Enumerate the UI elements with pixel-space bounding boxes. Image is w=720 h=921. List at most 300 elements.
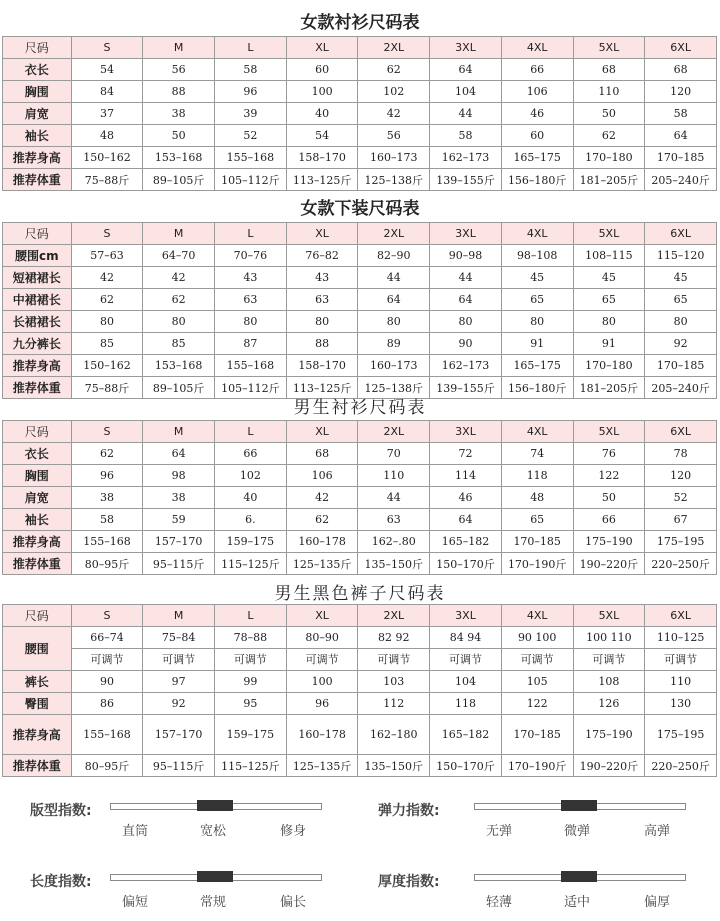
table-cell: 62 xyxy=(71,443,143,465)
index-label: 厚度指数: xyxy=(378,874,440,890)
table-cell: 125–138斤 xyxy=(358,169,430,191)
index-marker xyxy=(561,800,597,811)
table-cell: 63 xyxy=(358,509,430,531)
table-cell: 155–168 xyxy=(215,355,287,377)
table-cell: 90–98 xyxy=(430,245,502,267)
table-cell: 95–115斤 xyxy=(143,755,215,777)
table-cell: 52 xyxy=(645,487,717,509)
table-cell: 159–175 xyxy=(215,715,287,755)
table-cell: 139–155斤 xyxy=(430,377,502,399)
index-label: 长度指数: xyxy=(30,874,92,890)
table-cell: 170–190斤 xyxy=(501,553,573,575)
row-label: 胸围 xyxy=(3,81,72,103)
size-header-row xyxy=(3,605,717,627)
size-header-cell: 4XL xyxy=(501,37,573,59)
table-row xyxy=(3,289,717,311)
table-cell: 68 xyxy=(645,59,717,81)
adjustable-note: 可调节 xyxy=(287,648,358,670)
table-cell: 58 xyxy=(215,59,287,81)
adjustable-note: 可调节 xyxy=(358,648,429,670)
table-cell: 91 xyxy=(501,333,573,355)
table-cell: 42 xyxy=(286,487,358,509)
row-label: 推荐身高 xyxy=(3,531,72,553)
table-cell: 90 xyxy=(71,671,143,693)
index-option: 适中 xyxy=(564,895,591,910)
table-cell: 74 xyxy=(501,443,573,465)
row-label: 裤长 xyxy=(3,671,72,693)
size-header-row xyxy=(3,223,717,245)
table-cell: 48 xyxy=(71,125,143,147)
table-cell: 6. xyxy=(215,509,287,531)
table-cell: 175–195 xyxy=(645,715,717,755)
waist-cell xyxy=(215,627,287,671)
table-cell: 130 xyxy=(645,693,717,715)
table-cell: 37 xyxy=(71,103,143,125)
row-label: 推荐身高 xyxy=(3,355,72,377)
table-cell: 115–120 xyxy=(645,245,717,267)
table-cell: 106 xyxy=(286,465,358,487)
table-row xyxy=(3,355,717,377)
table-cell: 156–180斤 xyxy=(501,377,573,399)
table-cell: 76 xyxy=(573,443,645,465)
waist-range: 66–74 xyxy=(90,631,124,644)
table-cell: 85 xyxy=(71,333,143,355)
row-label: 短裙裙长 xyxy=(3,267,72,289)
index-label: 弹力指数: xyxy=(378,803,440,819)
table-cell: 175–190 xyxy=(573,531,645,553)
table-cell: 56 xyxy=(358,125,430,147)
adjustable-note: 可调节 xyxy=(502,648,573,670)
table-row xyxy=(3,465,717,487)
table-cell: 89 xyxy=(358,333,430,355)
size-header-row xyxy=(3,37,717,59)
row-label: 推荐身高 xyxy=(3,715,72,755)
table-cell: 70–76 xyxy=(215,245,287,267)
size-header-cell: 2XL xyxy=(358,37,430,59)
size-header-cell: 5XL xyxy=(573,605,645,627)
table-cell: 65 xyxy=(501,289,573,311)
table-cell: 112 xyxy=(358,693,430,715)
table-cell: 38 xyxy=(143,487,215,509)
table-row xyxy=(3,125,717,147)
size-header-cell: XL xyxy=(286,605,358,627)
index-option: 微弹 xyxy=(564,824,591,839)
table-cell: 158–170 xyxy=(286,355,358,377)
index-option: 无弹 xyxy=(486,824,513,839)
table-cell: 170–185 xyxy=(645,147,717,169)
table-cell: 50 xyxy=(573,103,645,125)
table-cell: 52 xyxy=(215,125,287,147)
adjustable-note: 可调节 xyxy=(574,648,645,670)
waist-range: 82 92 xyxy=(378,631,410,644)
table-cell: 98–108 xyxy=(501,245,573,267)
table-cell: 64 xyxy=(430,59,502,81)
table-cell: 125–138斤 xyxy=(358,377,430,399)
waist-cell xyxy=(501,627,573,671)
size-header-row xyxy=(3,421,717,443)
table-cell: 170–185 xyxy=(645,355,717,377)
table-cell: 87 xyxy=(215,333,287,355)
waist-cell xyxy=(286,627,358,671)
size-header-cell: M xyxy=(143,37,215,59)
row-label: 臀围 xyxy=(3,693,72,715)
table-cell: 58 xyxy=(645,103,717,125)
table-cell: 156–180斤 xyxy=(501,169,573,191)
table-cell: 42 xyxy=(358,103,430,125)
table-cell: 80–95斤 xyxy=(71,553,143,575)
table-cell: 165–175 xyxy=(501,355,573,377)
adjustable-note: 可调节 xyxy=(430,648,501,670)
table-cell: 220–250斤 xyxy=(645,755,717,777)
table-cell: 95–115斤 xyxy=(143,553,215,575)
table-cell: 54 xyxy=(286,125,358,147)
table-cell: 44 xyxy=(358,487,430,509)
table-cell: 64 xyxy=(430,509,502,531)
women-bottoms-table xyxy=(2,222,717,399)
table-cell: 102 xyxy=(215,465,287,487)
waist-range: 75–84 xyxy=(161,631,196,644)
row-label: 衣长 xyxy=(3,59,72,81)
table-cell: 162–173 xyxy=(430,355,502,377)
table-cell: 42 xyxy=(143,267,215,289)
table-cell: 76–82 xyxy=(286,245,358,267)
table-row xyxy=(3,715,717,755)
table-cell: 205–240斤 xyxy=(645,169,717,191)
table-cell: 135–150斤 xyxy=(358,553,430,575)
table-cell: 115–125斤 xyxy=(215,755,287,777)
table-cell: 96 xyxy=(286,693,358,715)
table-cell: 97 xyxy=(143,671,215,693)
table-cell: 64 xyxy=(143,443,215,465)
table-cell: 155–168 xyxy=(215,147,287,169)
table-cell: 80 xyxy=(501,311,573,333)
table-row xyxy=(3,147,717,169)
size-header-label: 尺码 xyxy=(3,605,72,627)
table-cell: 64 xyxy=(430,289,502,311)
size-header-cell: S xyxy=(71,37,143,59)
table-cell: 159–175 xyxy=(215,531,287,553)
table-cell: 44 xyxy=(358,267,430,289)
table-cell: 65 xyxy=(645,289,717,311)
table-cell: 65 xyxy=(573,289,645,311)
table-cell: 66 xyxy=(215,443,287,465)
table-cell: 50 xyxy=(143,125,215,147)
table-cell: 170–190斤 xyxy=(501,755,573,777)
table-cell: 175–190 xyxy=(573,715,645,755)
index-marker xyxy=(197,871,233,882)
table-row xyxy=(3,103,717,125)
table-cell: 58 xyxy=(430,125,502,147)
table-cell: 58 xyxy=(71,509,143,531)
table-cell: 68 xyxy=(573,59,645,81)
size-header-cell: M xyxy=(143,421,215,443)
table-cell: 64 xyxy=(358,289,430,311)
table-cell: 113–125斤 xyxy=(286,377,358,399)
index-option: 高弹 xyxy=(644,824,671,839)
table-cell: 63 xyxy=(215,289,287,311)
table-cell: 205–240斤 xyxy=(645,377,717,399)
women-tops-table xyxy=(2,36,717,191)
size-header-cell: 3XL xyxy=(430,223,502,245)
adjustable-note: 可调节 xyxy=(72,648,143,670)
table-cell: 115–125斤 xyxy=(215,553,287,575)
waist-range: 90 100 xyxy=(517,631,557,644)
table-row xyxy=(3,169,717,191)
table-row xyxy=(3,245,717,267)
table-cell: 110 xyxy=(573,81,645,103)
table-row xyxy=(3,671,717,693)
table-cell: 64–70 xyxy=(143,245,215,267)
table-row xyxy=(3,311,717,333)
table-cell: 160–173 xyxy=(358,355,430,377)
size-header-cell: S xyxy=(71,223,143,245)
table-cell: 190–220斤 xyxy=(573,755,645,777)
size-header-cell: S xyxy=(71,421,143,443)
table-cell: 155–168 xyxy=(71,715,143,755)
table-row xyxy=(3,531,717,553)
table-cell: 139–155斤 xyxy=(430,169,502,191)
table-cell: 59 xyxy=(143,509,215,531)
size-header-cell: 5XL xyxy=(573,37,645,59)
table-cell: 75–88斤 xyxy=(71,169,143,191)
table-cell: 92 xyxy=(645,333,717,355)
row-label: 九分裤长 xyxy=(3,333,72,355)
table-cell: 45 xyxy=(501,267,573,289)
women-tops-title: 女款衬衫尺码表 xyxy=(300,13,420,33)
table-cell: 80 xyxy=(215,311,287,333)
table-cell: 162–.80 xyxy=(358,531,430,553)
waist-cell xyxy=(71,627,143,671)
size-header-cell: 4XL xyxy=(501,223,573,245)
waist-range: 84 94 xyxy=(449,631,482,644)
table-cell: 42 xyxy=(71,267,143,289)
table-cell: 48 xyxy=(501,487,573,509)
size-header-cell: M xyxy=(143,223,215,245)
table-cell: 68 xyxy=(286,443,358,465)
table-cell: 162–180 xyxy=(358,715,430,755)
table-cell: 103 xyxy=(358,671,430,693)
table-cell: 80–95斤 xyxy=(71,755,143,777)
table-cell: 66 xyxy=(573,509,645,531)
row-label: 胸围 xyxy=(3,465,72,487)
table-cell: 72 xyxy=(430,443,502,465)
table-row xyxy=(3,59,717,81)
table-row xyxy=(3,487,717,509)
waist-range: 100 110 xyxy=(586,631,632,644)
table-cell: 96 xyxy=(215,81,287,103)
row-label: 腰围 xyxy=(3,627,72,671)
size-header-cell: L xyxy=(215,605,287,627)
table-cell: 92 xyxy=(143,693,215,715)
table-cell: 80 xyxy=(645,311,717,333)
table-row xyxy=(3,693,717,715)
table-cell: 122 xyxy=(573,465,645,487)
size-header-label: 尺码 xyxy=(3,421,72,443)
table-cell: 105–112斤 xyxy=(215,377,287,399)
men-shirts-title: 男生衬衫尺码表 xyxy=(293,398,427,418)
size-header-cell: S xyxy=(71,605,143,627)
size-header-cell: XL xyxy=(286,421,358,443)
table-cell: 45 xyxy=(645,267,717,289)
size-header-cell: L xyxy=(215,37,287,59)
size-header-cell: 6XL xyxy=(645,223,717,245)
table-cell: 170–180 xyxy=(573,147,645,169)
waist-cell xyxy=(358,627,430,671)
table-cell: 62 xyxy=(143,289,215,311)
table-cell: 62 xyxy=(71,289,143,311)
table-row xyxy=(3,333,717,355)
row-label: 推荐体重 xyxy=(3,377,72,399)
waist-range: 80–90 xyxy=(305,631,339,644)
size-header-cell: 6XL xyxy=(645,421,717,443)
table-cell: 105 xyxy=(501,671,573,693)
table-cell: 86 xyxy=(71,693,143,715)
index-option: 修身 xyxy=(280,824,307,839)
table-cell: 44 xyxy=(430,267,502,289)
table-cell: 80 xyxy=(358,311,430,333)
table-cell: 157–170 xyxy=(143,715,215,755)
index-option: 偏短 xyxy=(122,895,149,910)
table-cell: 157–170 xyxy=(143,531,215,553)
size-header-cell: 2XL xyxy=(358,421,430,443)
table-cell: 39 xyxy=(215,103,287,125)
table-cell: 106 xyxy=(501,81,573,103)
size-header-cell: 2XL xyxy=(358,223,430,245)
table-cell: 118 xyxy=(501,465,573,487)
table-cell: 125–135斤 xyxy=(286,755,358,777)
table-cell: 62 xyxy=(286,509,358,531)
adjustable-note: 可调节 xyxy=(143,648,214,670)
table-cell: 162–173 xyxy=(430,147,502,169)
table-cell: 158–170 xyxy=(286,147,358,169)
men-pants-title: 男生黑色裤子尺码表 xyxy=(274,584,446,604)
table-row xyxy=(3,509,717,531)
table-cell: 98 xyxy=(143,465,215,487)
table-cell: 40 xyxy=(215,487,287,509)
table-cell: 64 xyxy=(645,125,717,147)
table-cell: 105–112斤 xyxy=(215,169,287,191)
table-cell: 50 xyxy=(573,487,645,509)
size-header-cell: XL xyxy=(286,223,358,245)
table-cell: 120 xyxy=(645,465,717,487)
women-bottoms-title: 女款下装尺码表 xyxy=(300,199,420,219)
table-cell: 54 xyxy=(71,59,143,81)
table-cell: 114 xyxy=(430,465,502,487)
table-cell: 46 xyxy=(430,487,502,509)
row-label: 推荐体重 xyxy=(3,169,72,191)
table-cell: 44 xyxy=(430,103,502,125)
size-header-label: 尺码 xyxy=(3,223,72,245)
table-cell: 56 xyxy=(143,59,215,81)
size-header-cell: 4XL xyxy=(501,421,573,443)
table-cell: 38 xyxy=(143,103,215,125)
table-cell: 170–185 xyxy=(501,715,573,755)
table-cell: 165–182 xyxy=(430,531,502,553)
row-label: 肩宽 xyxy=(3,103,72,125)
row-label: 腰围cm xyxy=(3,245,72,267)
table-cell: 181–205斤 xyxy=(573,169,645,191)
table-cell: 60 xyxy=(286,59,358,81)
row-label: 推荐身高 xyxy=(3,147,72,169)
table-cell: 170–185 xyxy=(501,531,573,553)
table-cell: 82–90 xyxy=(358,245,430,267)
table-cell: 89–105斤 xyxy=(143,377,215,399)
table-cell: 150–170斤 xyxy=(430,553,502,575)
waist-cell xyxy=(143,627,215,671)
size-header-cell: 5XL xyxy=(573,223,645,245)
table-cell: 175–195 xyxy=(645,531,717,553)
index-option: 宽松 xyxy=(200,824,227,839)
table-cell: 110 xyxy=(645,671,717,693)
table-cell: 125–135斤 xyxy=(286,553,358,575)
table-cell: 170–180 xyxy=(573,355,645,377)
table-cell: 88 xyxy=(143,81,215,103)
size-header-cell: 5XL xyxy=(573,421,645,443)
table-cell: 165–175 xyxy=(501,147,573,169)
table-cell: 91 xyxy=(573,333,645,355)
size-header-cell: 3XL xyxy=(430,37,502,59)
table-row xyxy=(3,81,717,103)
table-cell: 84 xyxy=(71,81,143,103)
table-cell: 122 xyxy=(501,693,573,715)
table-cell: 150–162 xyxy=(71,355,143,377)
table-row xyxy=(3,553,717,575)
table-cell: 108 xyxy=(573,671,645,693)
table-cell: 135–150斤 xyxy=(358,755,430,777)
adjustable-note: 可调节 xyxy=(215,648,286,670)
row-label: 长裙裙长 xyxy=(3,311,72,333)
table-cell: 155–168 xyxy=(71,531,143,553)
row-label: 中裙裙长 xyxy=(3,289,72,311)
size-header-cell: 6XL xyxy=(645,605,717,627)
table-cell: 190–220斤 xyxy=(573,553,645,575)
table-cell: 63 xyxy=(286,289,358,311)
table-cell: 75–88斤 xyxy=(71,377,143,399)
table-cell: 104 xyxy=(430,671,502,693)
table-cell: 153–168 xyxy=(143,147,215,169)
table-cell: 160–178 xyxy=(286,531,358,553)
size-header-cell: 6XL xyxy=(645,37,717,59)
table-cell: 126 xyxy=(573,693,645,715)
size-header-cell: M xyxy=(143,605,215,627)
table-cell: 65 xyxy=(501,509,573,531)
row-label: 袖长 xyxy=(3,509,72,531)
table-cell: 113–125斤 xyxy=(286,169,358,191)
table-cell: 66 xyxy=(501,59,573,81)
table-row xyxy=(3,267,717,289)
table-row xyxy=(3,443,717,465)
table-cell: 95 xyxy=(215,693,287,715)
table-cell: 80 xyxy=(143,311,215,333)
index-marker xyxy=(197,800,233,811)
size-header-cell: 3XL xyxy=(430,421,502,443)
size-header-label: 尺码 xyxy=(3,37,72,59)
row-label: 衣长 xyxy=(3,443,72,465)
index-option: 常规 xyxy=(200,895,227,910)
index-option: 偏厚 xyxy=(644,895,671,910)
table-cell: 165–182 xyxy=(430,715,502,755)
row-label: 推荐体重 xyxy=(3,553,72,575)
table-cell: 80 xyxy=(430,311,502,333)
table-cell: 46 xyxy=(501,103,573,125)
table-cell: 110 xyxy=(358,465,430,487)
waist-row xyxy=(3,627,717,671)
table-cell: 100 xyxy=(286,671,358,693)
index-option: 轻薄 xyxy=(486,895,513,910)
table-cell: 160–173 xyxy=(358,147,430,169)
table-cell: 43 xyxy=(286,267,358,289)
table-cell: 90 xyxy=(430,333,502,355)
